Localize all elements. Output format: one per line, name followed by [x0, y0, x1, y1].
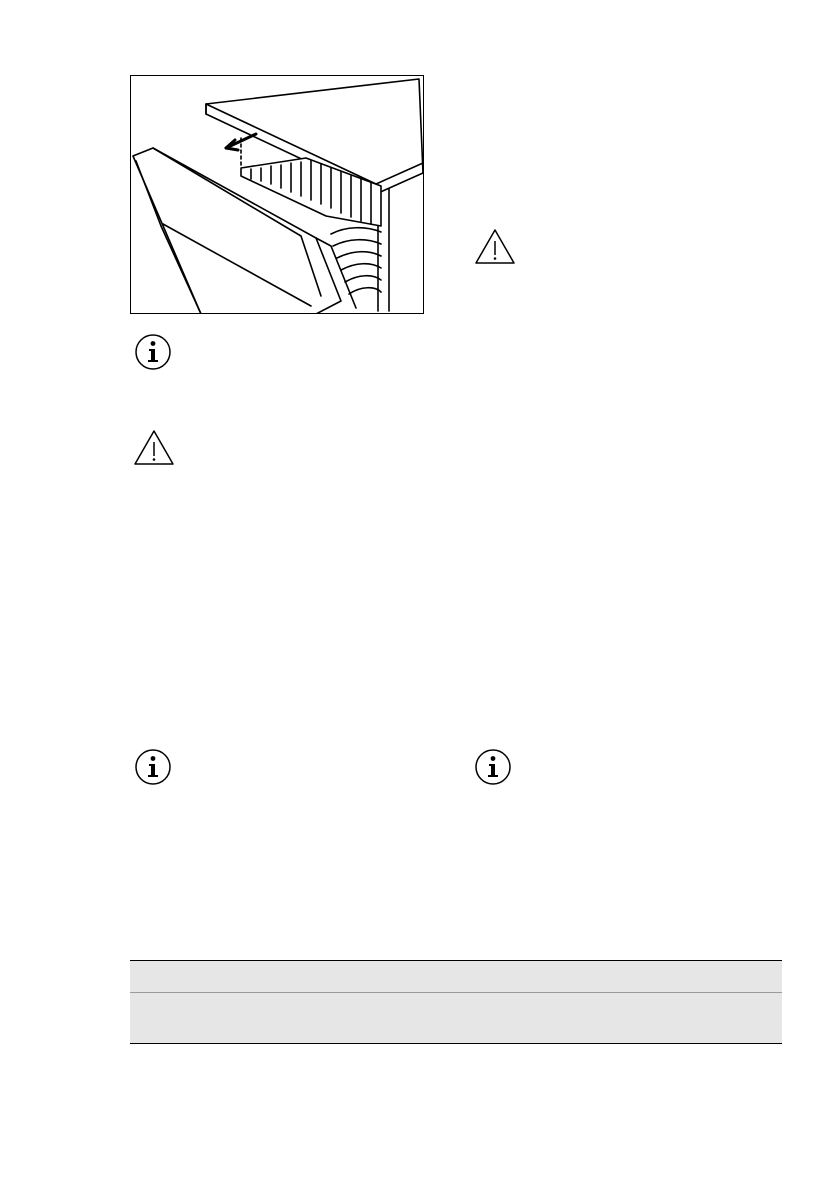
- table-bottom-rule: [130, 1043, 782, 1044]
- info-icon: [133, 332, 173, 372]
- dishwasher-illustration: [130, 75, 424, 314]
- data-table: [130, 960, 782, 1044]
- table-cell: [564, 993, 782, 1043]
- info-icon: [473, 747, 513, 787]
- info-icon: [133, 747, 173, 787]
- table-header-cell: [564, 961, 782, 992]
- warning-icon: [473, 227, 513, 267]
- table-row: [130, 992, 782, 1043]
- table-cell: [130, 993, 564, 1043]
- table-header-row: [130, 961, 782, 992]
- table-header-cell: [130, 961, 564, 992]
- warning-icon: [132, 428, 172, 468]
